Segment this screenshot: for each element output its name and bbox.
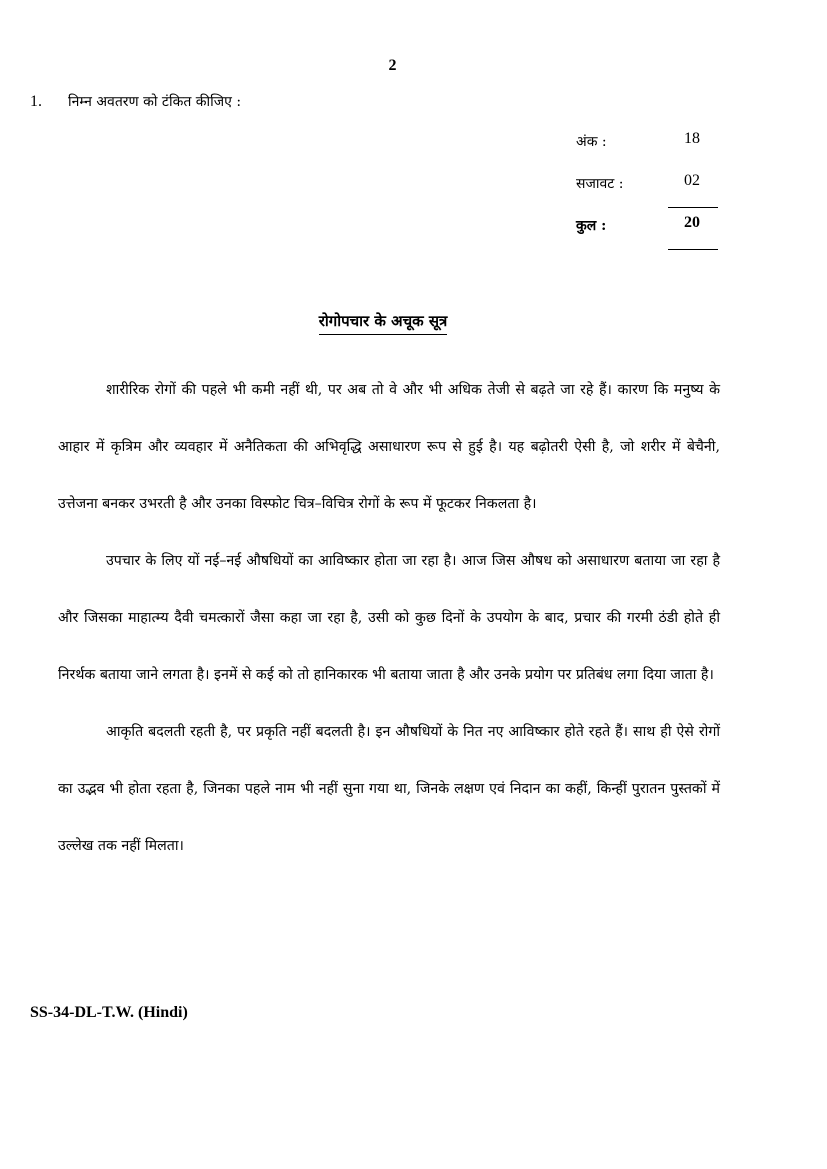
total-label: कुल : xyxy=(576,218,607,234)
marks-divider-top xyxy=(668,207,718,208)
sajavat-label: सजावट : xyxy=(576,176,624,192)
question xyxy=(30,92,241,111)
passage xyxy=(58,362,720,875)
marks-table xyxy=(570,128,730,254)
page-number: 2 xyxy=(388,57,397,74)
ank-value: 18 xyxy=(684,130,700,147)
paper-code: SS-34-DL-T.W. (Hindi) xyxy=(30,1004,188,1021)
sajavat-value: 02 xyxy=(684,172,700,189)
marks-divider-bottom xyxy=(668,249,718,250)
marks-row-ank xyxy=(570,128,730,170)
paragraph-3: आकृति बदलती रहती है, पर प्रकृति नहीं बदलती है। इन औषधियों के नित नए आविष्कार होते रहते हैं। साथ ही ऐसे रोगों का उद्भव भी होता रहता है, जिनका पहले नाम भी नहीं सुना गया था, जिनके लक्षण एवं निदान का कहीं, किन्हीं पुरातन पुस्तकों में उल्लेख तक नहीं मिलता। xyxy=(58,724,720,854)
passage-title xyxy=(0,311,766,331)
paragraph-1: शारीरिक रोगों की पहले भी कमी नहीं थी, पर अब तो वे और भी अधिक तेजी से बढ़ते जा रहे हैं। कारण कि मनुष्य के आहार में कृत्रिम और व्यवहार में अनैतिकता की अभिवृद्धि असाधारण रूप से हुई है। यह बढ़ोतरी ऐसी है, जो शरीर में बेचैनी, उत्तेजना बनकर उभरती है और उनका विस्फोट चित्र–विचित्र रोगों के रूप में फूटकर निकलता है। xyxy=(58,382,720,512)
marks-row-sajavat xyxy=(570,170,730,212)
question-text: निम्न अवतरण को टंकित कीजिए : xyxy=(68,94,242,110)
total-value: 20 xyxy=(684,214,700,231)
marks-row-total xyxy=(570,212,730,254)
passage-title-text: रोगोपचार के अचूक सूत्र xyxy=(319,312,448,335)
ank-label: अंक : xyxy=(576,134,607,150)
question-number: 1. xyxy=(30,93,42,110)
paragraph-2: उपचार के लिए यों नई–नई औषधियों का आविष्कार होता जा रहा है। आज जिस औषध को असाधारण बताया जा रहा है और जिसका माहात्म्य दैवी चमत्कारों जैसा कहा जा रहा है, उसी को कुछ दिनों के उपयोग के बाद, प्रचार की गरमी ठंडी होते ही निरर्थक बताया जाने लगता है। इनमें से कई को तो हानिकारक भी बताया जाता है और उनके प्रयोग पर प्रतिबंध लगा दिया जाता है। xyxy=(58,553,720,683)
